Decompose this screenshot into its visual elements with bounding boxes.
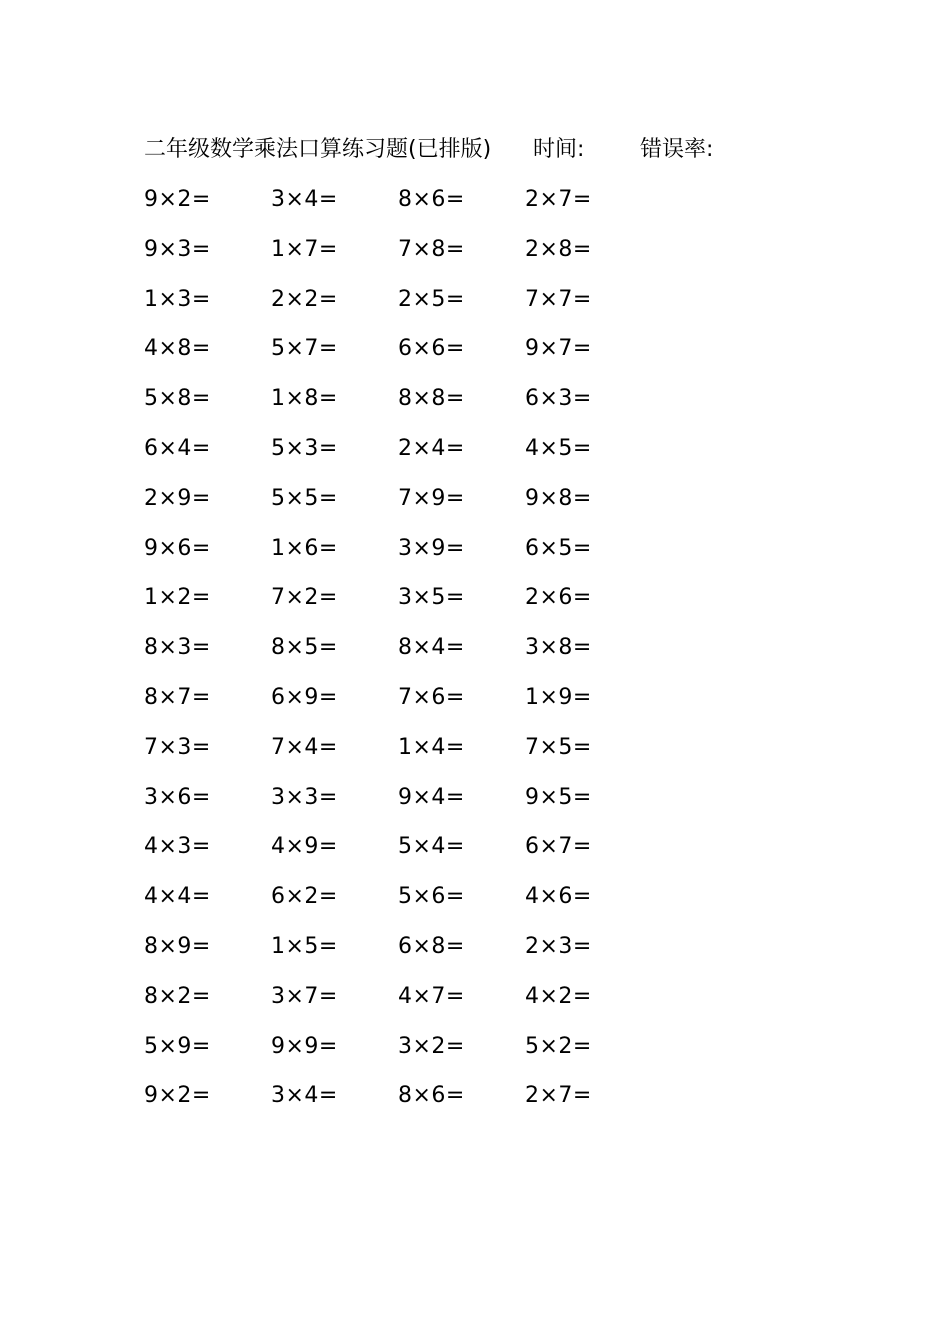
- problem: 8×8=: [398, 386, 465, 412]
- problem: 1×2=: [144, 585, 211, 611]
- problem-row: [144, 433, 704, 483]
- problem: 8×2=: [144, 983, 211, 1009]
- problem: 4×2=: [525, 983, 592, 1009]
- problem: 9×3=: [144, 236, 211, 262]
- problem: 9×8=: [525, 485, 592, 511]
- problem: 9×9=: [271, 1033, 338, 1059]
- problem: 3×4=: [271, 1083, 338, 1109]
- problem: 7×4=: [271, 734, 338, 760]
- problem: 1×9=: [525, 684, 592, 710]
- problem: 6×8=: [398, 933, 465, 959]
- problem: 7×7=: [525, 286, 592, 312]
- problem-row: [144, 1031, 704, 1081]
- error-rate-label: 错误率:: [640, 137, 714, 162]
- problem: 5×7=: [271, 336, 338, 362]
- worksheet-title: 二年级数学乘法口算练习题(已排版): [144, 137, 492, 162]
- problem: 6×6=: [398, 336, 465, 362]
- problem: 3×7=: [271, 983, 338, 1009]
- problem: 9×6=: [144, 535, 211, 561]
- problem: 3×6=: [144, 784, 211, 810]
- problem: 7×3=: [144, 734, 211, 760]
- problem: 4×3=: [144, 834, 211, 860]
- problem: 3×3=: [271, 784, 338, 810]
- problem: 3×8=: [525, 635, 592, 661]
- problem: 3×9=: [398, 535, 465, 561]
- problem: 2×6=: [525, 585, 592, 611]
- problem: 2×3=: [525, 933, 592, 959]
- problem: 2×8=: [525, 236, 592, 262]
- problem: 8×4=: [398, 635, 465, 661]
- problem: 8×9=: [144, 933, 211, 959]
- problem-row: [144, 184, 704, 234]
- problem: 4×7=: [398, 983, 465, 1009]
- problem-row: [144, 284, 704, 334]
- problem: 4×8=: [144, 336, 211, 362]
- time-label: 时间:: [533, 137, 585, 162]
- problem: 7×9=: [398, 485, 465, 511]
- problem-row: [144, 632, 704, 682]
- problem: 5×9=: [144, 1033, 211, 1059]
- problem: 5×5=: [271, 485, 338, 511]
- problem: 6×9=: [271, 684, 338, 710]
- problem-row: [144, 782, 704, 832]
- problem: 3×5=: [398, 585, 465, 611]
- problem-row: [144, 582, 704, 632]
- problem: 6×2=: [271, 884, 338, 910]
- problem: 2×5=: [398, 286, 465, 312]
- problem: 2×7=: [525, 187, 592, 212]
- worksheet-header: [144, 134, 864, 166]
- problem: 8×7=: [144, 684, 211, 710]
- problem: 7×2=: [271, 585, 338, 611]
- problem: 3×4=: [271, 187, 338, 212]
- problem-row: [144, 881, 704, 931]
- problem: 5×3=: [271, 435, 338, 461]
- problem-row: [144, 383, 704, 433]
- problem: 7×5=: [525, 734, 592, 760]
- problem: 7×8=: [398, 236, 465, 262]
- problem-row: [144, 981, 704, 1031]
- problem: 8×6=: [398, 187, 465, 212]
- problem: 9×4=: [398, 784, 465, 810]
- problem: 6×3=: [525, 386, 592, 412]
- problem: 6×7=: [525, 834, 592, 860]
- problem-row: [144, 533, 704, 583]
- problem: 1×5=: [271, 933, 338, 959]
- problem-row: [144, 931, 704, 981]
- problem: 1×4=: [398, 734, 465, 760]
- problem: 6×5=: [525, 535, 592, 561]
- problem-row: [144, 1080, 704, 1130]
- problem: 8×6=: [398, 1083, 465, 1109]
- problem-grid: [144, 184, 704, 1130]
- problem-row: [144, 234, 704, 284]
- problem: 1×8=: [271, 386, 338, 412]
- problem: 5×4=: [398, 834, 465, 860]
- problem: 5×2=: [525, 1033, 592, 1059]
- problem-row: [144, 732, 704, 782]
- problem: 9×2=: [144, 187, 211, 212]
- problem: 4×4=: [144, 884, 211, 910]
- problem: 1×3=: [144, 286, 211, 312]
- problem: 3×2=: [398, 1033, 465, 1059]
- problem: 1×6=: [271, 535, 338, 561]
- problem: 5×8=: [144, 386, 211, 412]
- problem: 9×2=: [144, 1083, 211, 1109]
- problem: 2×7=: [525, 1083, 592, 1109]
- problem: 4×9=: [271, 834, 338, 860]
- problem: 4×6=: [525, 884, 592, 910]
- problem: 1×7=: [271, 236, 338, 262]
- problem: 5×6=: [398, 884, 465, 910]
- problem-row: [144, 831, 704, 881]
- problem: 7×6=: [398, 684, 465, 710]
- problem: 2×9=: [144, 485, 211, 511]
- problem: 8×3=: [144, 635, 211, 661]
- problem-row: [144, 333, 704, 383]
- problem: 2×2=: [271, 286, 338, 312]
- problem: 8×5=: [271, 635, 338, 661]
- problem: 9×7=: [525, 336, 592, 362]
- problem: 6×4=: [144, 435, 211, 461]
- problem-row: [144, 682, 704, 732]
- problem-row: [144, 483, 704, 533]
- problem: 4×5=: [525, 435, 592, 461]
- problem: 2×4=: [398, 435, 465, 461]
- problem: 9×5=: [525, 784, 592, 810]
